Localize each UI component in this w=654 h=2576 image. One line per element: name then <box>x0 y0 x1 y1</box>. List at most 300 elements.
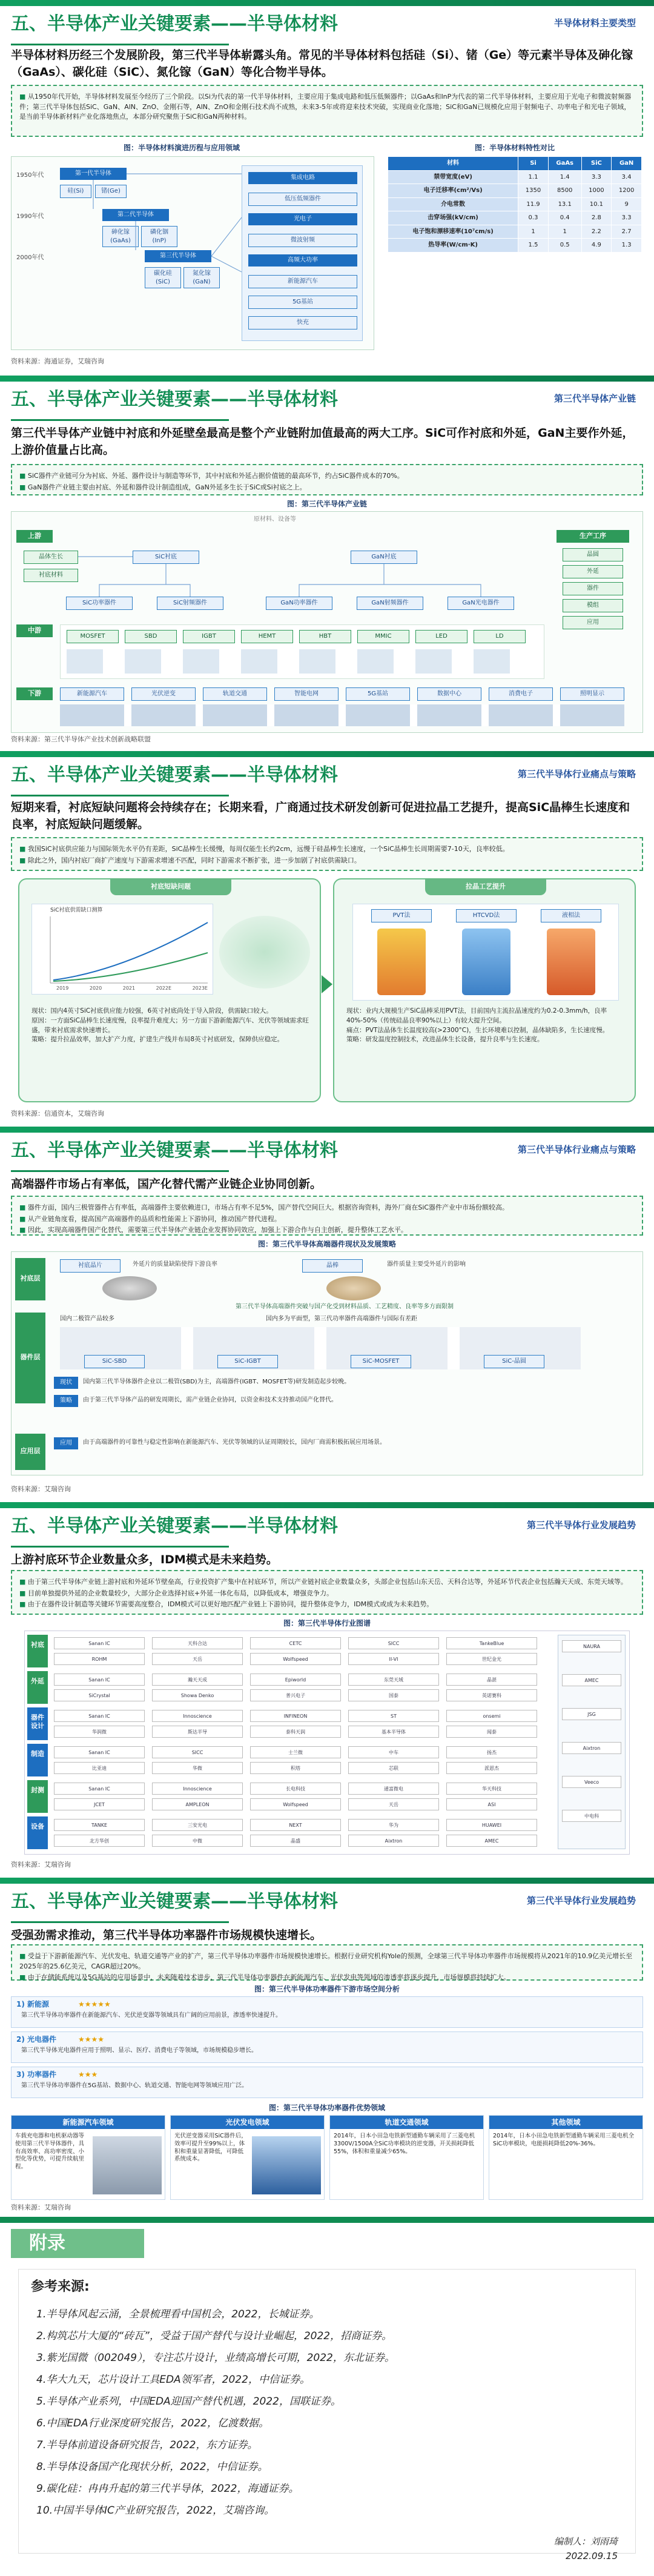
bullet: ■ 受益于下游新能源汽车、光伏发电、轨道交通等产业的扩产，第三代半导体功率器件市场规模快速增长。根据行业研究机构Yole的预测，全球第三代半导体功率器件市场规模将从2021年的10.9亿美元增长至2025年的25.6亿美元，CAGR超过20%。 <box>19 1952 635 1972</box>
device-category: GaN功率器件 <box>266 597 332 610</box>
wafer-illustration <box>219 916 310 988</box>
text-para: 现状：国内4英寸SiC衬底供应能力较强，6英寸衬底尚处于导入阶段，供需缺口较大。 <box>31 1007 272 1015</box>
table-cell: 1.3 <box>612 239 642 253</box>
application-tile: 5G基站 <box>346 687 410 701</box>
lead-text: 高端器件市场占有率低，国产化替代需产业链企业协同创新。 <box>11 1177 322 1191</box>
table-cell: 禁带宽度(eV) <box>388 170 518 184</box>
row-label: 衬底层 <box>15 1258 45 1300</box>
table-cell: 4.9 <box>581 239 612 253</box>
reference-item: 1.半导体风起云涌，全景梳理看中国机会，2022，长城证券。 <box>36 2308 320 2320</box>
company-logo: onsemi <box>446 1710 537 1722</box>
table-row <box>388 211 642 225</box>
device-type: HBT <box>299 630 351 643</box>
section-trends-landscape <box>0 1502 654 1878</box>
text-para: 策略：研发温度控制技术，改进晶体生长设备，提升良率与生长速度。 <box>346 1036 544 1044</box>
device-label: SiC-IGBT <box>217 1355 278 1368</box>
table-cell: 11.9 <box>518 197 549 211</box>
figure-title: 图：半导体材料演进历程与应用领域 <box>123 144 240 152</box>
title-underline <box>11 1546 229 1548</box>
shortage-panel <box>18 878 321 1102</box>
landscape-row-label: 器件设计 <box>27 1707 48 1740</box>
device-type: MMIC <box>357 630 409 643</box>
device-type: SBD <box>125 630 177 643</box>
company-logo: Sanan IC <box>54 1710 145 1722</box>
arrow-icon <box>322 975 332 993</box>
reference-item: 9.碳化硅：冉冉升起的第三代半导体，2022，海通证券。 <box>36 2483 299 2495</box>
table-cell: 1000 <box>581 184 612 198</box>
company-logo: 晶湛 <box>446 1674 537 1686</box>
section-trends-market <box>0 1878 654 2217</box>
htcvd-furnace <box>462 929 510 995</box>
company-logo: CETC <box>250 1637 341 1649</box>
section-header <box>0 1502 654 1558</box>
reference-item: 6.中国EDA行业深度研究报告，2022，亿渡数据。 <box>36 2417 269 2429</box>
stage-label: 上游 <box>16 530 53 543</box>
source-note: 资料来源：艾瑞咨询 <box>11 2204 71 2211</box>
process-step: 模组 <box>563 599 623 612</box>
lead-text: 短期来看，衬底短缺问题将会持续存在；长期来看，广商通过技术研发创新可促进拉晶工艺提升，提高SiC晶棒生长速度和良率，衬底短缺问题缓解。 <box>11 801 630 831</box>
company-logo: 天岳 <box>152 1653 243 1665</box>
company-logo: 芯联 <box>348 1762 439 1774</box>
title-underline <box>11 44 229 45</box>
section-tag: 半导体材料主要类型 <box>553 18 636 28</box>
company-logo: AMEC <box>446 1835 537 1847</box>
gap-curves <box>32 904 214 995</box>
device-label: SiC-SBD <box>84 1355 145 1368</box>
era-node: 第一代半导体 <box>60 168 127 180</box>
bullet: ■ 除此之外，国内衬底厂商扩产速度与下游需求增速不匹配，同时下游需求不断扩张，进一步加剧了衬底供需缺口。 <box>19 856 635 866</box>
table-cell: 13.1 <box>548 197 581 211</box>
appendix-title: 附录 <box>11 2229 144 2258</box>
bullet: ■ 由于第三代半导体产业链上游衬底和外延环节壁垒高，行业投资扩产集中在衬底环节，所以产业链衬底企业数量众多，头部企业包括山东天岳、天科合达等，外延环节代表企业包括瀚天天成、东莞天域等。 <box>19 1577 635 1588</box>
method-label: 液相法 <box>541 909 601 922</box>
device-top-note: 国内二极管产品较多 <box>60 1316 114 1322</box>
equipment-logo: Veeco <box>562 1776 621 1788</box>
lead-text: 上游衬底环节企业数量众多，IDM模式是未来趋势。 <box>11 1553 278 1566</box>
field-card <box>170 2115 325 2200</box>
bullet: ■ SiC器件产业链可分为衬底、外延、器件设计与制造等环节，其中衬底和外延占据价值链的最高环节，约占SiC器件成本的70%。 <box>19 471 635 482</box>
source-note: 资料来源：海通证券，艾瑞咨询 <box>11 357 104 365</box>
company-logo: 瀚天天成 <box>152 1674 243 1686</box>
source-note: 资料来源：艾瑞咨询 <box>11 1861 71 1869</box>
stage-label: 下游 <box>16 687 53 700</box>
table-row <box>388 170 642 184</box>
upstream-item: 衬底材料 <box>24 569 78 582</box>
app-item: 新能源汽车 <box>248 275 357 288</box>
company-logo: 华润微 <box>54 1726 145 1738</box>
device-label: SiC-MOSFET <box>351 1355 411 1368</box>
company-logo: 扬杰 <box>446 1746 537 1758</box>
company-logo: Sanan IC <box>54 1674 145 1686</box>
figure-title: 图：第三代半导体产业链 <box>286 500 367 508</box>
gap-chart <box>31 904 213 995</box>
field-text: 2014年，日本小田急电铁新型通勤车辆采用三菱电机全SiC功率模块，电能损耗降低20%-36%。 <box>493 2133 635 2147</box>
chain-node: 晶棒 <box>302 1259 363 1273</box>
company-logo: HUAWEI <box>446 1819 537 1831</box>
app-item: 快充 <box>248 316 357 329</box>
lead-text: 半导体材料历经三个发展阶段，第三代半导体崭露头角。常见的半导体材料包括硅（Si）、锗（Ge）等元素半导体及砷化镓（GaAs）、碳化硅（SiC）、氮化镓（GaN）等化合物半导体。 <box>11 48 633 79</box>
table-cell: 击穿场强(kV/cm) <box>388 211 518 225</box>
tier-text: 第三代半导体功率器件在5G基站、数据中心、轨道交通、智能电网等领域应用广泛。 <box>21 2082 248 2089</box>
figure-title: 图：第三代半导体功率器件下游市场空间分析 <box>254 1985 400 1993</box>
chart-title: SiC衬底供需缺口测算 <box>50 907 103 913</box>
panel-title: 拉晶工艺提升 <box>425 878 546 895</box>
property-table <box>388 156 642 253</box>
table-header: GaAs <box>548 157 581 171</box>
upstream-item: 晶体生长 <box>24 551 78 564</box>
bullet-box <box>11 1570 643 1615</box>
year-label: 2023E <box>192 985 208 991</box>
bullet-box <box>11 464 643 495</box>
header-bar <box>0 1878 654 1884</box>
tier-name: 3) 功率器件 <box>16 2070 57 2079</box>
row-label: 应用层 <box>15 1434 45 1470</box>
table-cell: 3.3 <box>612 211 642 225</box>
chain-connectors <box>12 512 644 733</box>
section-industry-chain <box>0 376 654 751</box>
section-tag: 第三代半导体行业痛点与策略 <box>517 1144 636 1155</box>
landscape-row-label: 设备 <box>27 1816 48 1849</box>
strategy-text: 由于第三代半导体产品的研发周期长，需产业链企业协同，以资金和技术支持推动国产化替代。 <box>83 1397 337 1403</box>
table-cell: 0.5 <box>548 239 581 253</box>
author: 编制人：刘雨琦 <box>553 2536 618 2547</box>
company-logo: Aixtron <box>348 1835 439 1847</box>
company-logo: 三安光电 <box>152 1819 243 1831</box>
table-cell: 电子迁移率(cm²/Vs) <box>388 184 518 198</box>
application-tile: 消费电子 <box>489 687 553 701</box>
title-underline <box>11 1170 229 1172</box>
section-header <box>0 1127 654 1182</box>
company-logo: 天岳 <box>348 1798 439 1810</box>
bullet: ■ GaN器件产业链主要由衬底、外延和器件设计制造组成，GaN外延多生长于SiC或Si衬底之上。 <box>19 483 635 493</box>
landscape-row-label: 封测 <box>27 1780 48 1813</box>
table-cell: 2.8 <box>581 211 612 225</box>
figure-title: 图：半导体材料特性对比 <box>474 144 555 152</box>
company-logo: 国泰 <box>348 1689 439 1701</box>
status-label: 现状 <box>54 1377 78 1389</box>
era-node: 第二代半导体 <box>102 209 169 221</box>
company-logo: AMPLEON <box>152 1798 243 1810</box>
company-logo: Wolfspeed <box>250 1798 341 1810</box>
header-bar <box>0 0 654 6</box>
company-logo: 通富微电 <box>348 1783 439 1795</box>
header-bar <box>0 1127 654 1133</box>
industry-landscape <box>24 1631 630 1855</box>
substrate-node: SiC衬底 <box>133 551 199 564</box>
table-cell: 介电常数 <box>388 197 518 211</box>
application-tile: 轨道交通 <box>203 687 267 701</box>
bullet-box <box>11 837 643 871</box>
section-title: 五、半导体产业关键要素——半导体材料 <box>11 764 338 786</box>
reference-item: 7.半导体前道设备研究报告，2022，东方证券。 <box>36 2439 258 2451</box>
app-label: 应用 <box>54 1437 78 1449</box>
company-logo: TANKE <box>54 1819 145 1831</box>
method-label: HTCVD法 <box>456 909 517 922</box>
device-label: SiC-晶圆 <box>484 1355 544 1368</box>
section-tag: 第三代半导体产业链 <box>553 393 636 404</box>
section-title: 五、半导体产业关键要素——半导体材料 <box>11 389 338 410</box>
text-para: 现状：业内大规模生产SiC晶棒采用PVT法，目前国内主流拉晶速度约为0.2-0.3mm/h，良率40%-50%（传统硅晶良率90%以上）有较大提升空间。 <box>346 1007 607 1024</box>
material-node: 硅(Si) <box>60 185 91 198</box>
company-logo: Sanan IC <box>54 1783 145 1795</box>
equipment-logo: 中电科 <box>562 1810 621 1822</box>
bullet-box <box>11 1196 643 1236</box>
equipment-logo: Aixtron <box>562 1742 621 1754</box>
device-type: MOSFET <box>67 630 119 643</box>
tier-text: 第三代半导体功率器件在新能源汽车、光伏逆变器等领域具有广阔的应用前景，渗透率快速提升。 <box>21 2012 282 2019</box>
table-cell: 3.4 <box>612 170 642 184</box>
field-card <box>11 2115 165 2200</box>
table-cell: 1.4 <box>548 170 581 184</box>
year-label: 2020 <box>89 985 102 991</box>
figure-title: 图：第三代半导体功率器件优势领域 <box>268 2104 385 2112</box>
table-row <box>388 239 642 253</box>
process-step: 晶圆 <box>563 548 623 561</box>
landscape-row-label: 外延 <box>27 1671 48 1704</box>
liquid-furnace <box>547 929 595 995</box>
process-step: 器件 <box>563 582 623 595</box>
field-card <box>329 2115 484 2200</box>
field-title: 新能源汽车领域 <box>12 2116 165 2129</box>
bullet: ■ 我国SiC衬底供应能力与国际领先水平仍有差距，SiC晶棒生长缓慢，每周仅能生长约2cm，远慢于硅晶棒生长速度，一个SiC晶棒生长周期需要7-10天，良率较低。 <box>19 844 635 855</box>
panel-title: 衬底短缺问题 <box>110 878 231 895</box>
field-text: 光伏逆变器采用SiC器件后，效率可提升至99%以上，体积和重量显著降低，可降低系统成本。 <box>174 2133 247 2163</box>
tier-name: 1) 新能源 <box>16 2000 50 2008</box>
tier-card <box>11 1996 643 2028</box>
application-tile: 新能源汽车 <box>60 687 124 701</box>
year-axis <box>56 985 208 992</box>
table-row <box>388 225 642 239</box>
field-title: 轨道交通领域 <box>330 2116 483 2129</box>
reference-item: 4.华大九天，芯片设计工具EDA领军者，2022，中信证券。 <box>36 2374 310 2386</box>
lead-text: 第三代半导体产业链中衬底和外延壁垒最高是整个产业链附加值最高的两大工序。SiC可作衬底和外延，GaN主要作外延，上游价值量占比高。 <box>11 426 634 457</box>
bullet: ■ 由于在器件设计制造等关键环节需要高度整合，IDM模式可以更好地匹配产业链上下游协同，提升整体竞争力，IDM模式或成为未来趋势。 <box>19 1600 635 1610</box>
star-rating-icon: ★★★ <box>78 2070 98 2079</box>
app-text: 由于高端器件的可靠性与稳定性影响在新能源汽车、光伏等领域的认证周期较长，国内厂商需积极拓展应用场景。 <box>83 1439 386 1446</box>
device-type: IGBT <box>183 630 235 643</box>
company-logo: 东莞天域 <box>348 1674 439 1686</box>
device-category: GaN光电器件 <box>448 597 514 610</box>
app-item: 5G基站 <box>248 296 357 309</box>
tier-card <box>11 2067 643 2098</box>
company-logo: 基本半导体 <box>348 1726 439 1738</box>
market-tiers <box>11 1996 643 2099</box>
lead-text: 受强劲需求推动，第三代半导体功率器件市场规模快速增长。 <box>11 1929 322 1942</box>
table-header: SiC <box>581 157 612 171</box>
company-logo: 北方华创 <box>54 1835 145 1847</box>
boule-image <box>326 1276 381 1300</box>
material-node: 氮化镓(GaN) <box>183 267 220 288</box>
company-logo: ST <box>348 1710 439 1722</box>
mid-note: 第三代半导体高端器件突破与国产化受到材料品质、工艺精度、良率等多方面限制 <box>236 1303 454 1310</box>
title-underline <box>11 795 229 796</box>
header-bar <box>0 751 654 757</box>
company-logo: 闻泰 <box>446 1726 537 1738</box>
header-bar <box>0 2217 654 2223</box>
device-type: HEMT <box>241 630 293 643</box>
status-text: 国内第三代半导体器件企业以二极管(SBD)为主，高端器件(IGBT、MOSFET等)研发制造起步较晚。 <box>83 1379 351 1385</box>
table-header-row <box>388 157 642 171</box>
field-text: 2014年，日本小田急电铁新型通勤车辆采用了三菱电机3300V/1500A全SiC功率模块的逆变器，开关损耗降低55%，体积和重量减少65%。 <box>334 2133 475 2155</box>
table-header: GaN <box>612 157 642 171</box>
growth-text <box>346 1007 625 1045</box>
pvt-furnace <box>377 929 426 995</box>
company-logo: 中微 <box>152 1835 243 1847</box>
table-cell: 2.2 <box>581 225 612 239</box>
evolution-diagram <box>11 156 374 350</box>
company-logo: 比亚迪 <box>54 1762 145 1774</box>
table-cell: 2.7 <box>612 225 642 239</box>
figure-title: 图：第三代半导体高端器件现状及发展策略 <box>257 1240 396 1248</box>
company-logo: 士兰微 <box>250 1746 341 1758</box>
bullet: ■ 目前单独提供外延的企业数量较少，大部分企业选择衬底+外延一体化布局，以降低成本，增强竞争力。 <box>19 1589 635 1599</box>
field-text: 车载充电器和电机驱动器等使用第三代半导体器件，具有高效率、高功率密度、小型化等优势，可提升续航里程。 <box>15 2133 85 2171</box>
device-category: GaN射频器件 <box>357 597 423 610</box>
bullet-box <box>11 85 643 137</box>
company-logo: Showa Denko <box>152 1689 243 1701</box>
app-item: 低压低频器件 <box>248 193 357 206</box>
application-tile: 照明显示 <box>560 687 624 701</box>
company-logo: 英诺赛科 <box>446 1689 537 1701</box>
source-note: 资料来源：艾瑞咨询 <box>11 1485 71 1493</box>
company-logo: Wolfspeed <box>250 1653 341 1665</box>
star-rating-icon: ★★★★★ <box>78 2000 111 2008</box>
company-logo: INFINEON <box>250 1710 341 1722</box>
company-logo: 华天科技 <box>446 1783 537 1795</box>
company-logo: 积塔 <box>250 1762 341 1774</box>
title-underline <box>11 419 229 421</box>
company-logo: II-VI <box>348 1653 439 1665</box>
company-logo: JCET <box>54 1798 145 1810</box>
section-appendix <box>0 2217 654 2576</box>
table-cell: 热导率(W/cm·K) <box>388 239 518 253</box>
crystal-growth-panel <box>333 878 636 1102</box>
text-para: 策略：提升拉晶效率，加大扩产力度，扩建生产线并布局8英寸衬底研发，保障供应稳定。 <box>31 1036 284 1044</box>
reference-item: 2.构筑芯片大厦的“砖瓦”，受益于国产替代与设计业崛起，2022，招商证券。 <box>36 2330 392 2342</box>
process-title: 生产工序 <box>557 530 629 543</box>
app-item: 集成电路 <box>248 172 357 184</box>
company-logo: 世纪金光 <box>446 1653 537 1665</box>
company-logo: Sanan IC <box>54 1637 145 1649</box>
table-cell: 0.4 <box>548 211 581 225</box>
reference-item: 10.中国半导体IC产业研究报告，2022，艾瑞咨询。 <box>36 2505 275 2517</box>
chain-note: 器件质量主要受外延片的影响 <box>387 1261 466 1268</box>
field-title: 光伏发电领域 <box>171 2116 324 2129</box>
section-tag: 第三代半导体行业痛点与策略 <box>517 769 636 780</box>
company-logo: SICC <box>152 1746 243 1758</box>
header-bar <box>0 1502 654 1508</box>
company-logo: Sanan IC <box>54 1746 145 1758</box>
section-material-types <box>0 0 654 376</box>
section-tag: 第三代半导体行业发展趋势 <box>526 1895 636 1906</box>
strategy-label: 策略 <box>54 1395 78 1407</box>
company-logo: Epiworld <box>250 1674 341 1686</box>
material-node: 碳化硅(SiC) <box>145 267 181 288</box>
device-category: SiC射频器件 <box>157 597 223 610</box>
section-pain-points-substrate <box>0 751 654 1127</box>
bullet: ■ 器件方面，国内三极管器件占有率低，高端器件主要依赖进口，市场占有率不足5%，国产替代空间巨大。根据咨询资料，海外厂商在SiC器件产业中市场份额较高。 <box>19 1203 635 1213</box>
table-row <box>388 197 642 211</box>
device-type: LD <box>474 630 526 643</box>
table-cell: 电子饱和漂移速率(10⁷cm/s) <box>388 225 518 239</box>
bullet-box <box>11 1944 643 1981</box>
company-logo: 晶盛 <box>250 1835 341 1847</box>
section-title: 五、半导体产业关键要素——半导体材料 <box>11 1140 338 1161</box>
tier-name: 2) 光电器件 <box>16 2035 57 2044</box>
reference-item: 3.紫光国微（002049），专注芯片设计，业绩高增长可期，2022，东北证券。 <box>36 2352 395 2364</box>
connector-lines <box>12 157 375 351</box>
shortage-text <box>31 1007 310 1045</box>
section-header <box>0 1878 654 1933</box>
company-logo: SICC <box>348 1637 439 1649</box>
growth-methods <box>352 904 619 1001</box>
app-item: 高频大功率 <box>248 254 357 267</box>
company-logo: TankeBlue <box>446 1637 537 1649</box>
figure-title: 图：第三代半导体行业图谱 <box>283 1619 371 1627</box>
table-cell: 1 <box>518 225 549 239</box>
reference-item: 5.半导体产业系列，中国EDA迎国产替代机遇，2022，国联证券。 <box>36 2396 341 2408</box>
application-tile: 智能电网 <box>274 687 339 701</box>
table-cell: 9 <box>612 197 642 211</box>
era-label: 2000年代 <box>16 254 44 261</box>
equipment-logo: NAURA <box>562 1640 621 1652</box>
era-node: 第三代半导体 <box>145 250 211 262</box>
company-logo: 华为 <box>348 1819 439 1831</box>
app-item: 微波射频 <box>248 234 357 247</box>
method-label: PVT法 <box>371 909 432 922</box>
material-node: 砷化镓(GaAs) <box>102 226 139 247</box>
device-top-note: 国内多为平面型，第三代功率器件高端器件与国际有差距 <box>266 1316 417 1322</box>
stage-label: 中游 <box>16 624 53 637</box>
tier-text: 第三代半导体光电器件应用于照明、显示、医疗、消费电子等领域，市场规模稳步增长。 <box>21 2047 257 2054</box>
table-cell: 8500 <box>548 184 581 198</box>
text-para: 痛点：PVT法晶体生长温度较高(>2300°C)，生长环境难以控制，晶体缺陷多，生长速度慢。 <box>346 1026 609 1034</box>
material-node: 磷化铟(InP) <box>141 226 177 247</box>
device-type: LED <box>415 630 467 643</box>
chain-note: 外延片的质量缺陷使得下游良率 <box>133 1261 217 1268</box>
company-logo: 天科合达 <box>152 1637 243 1649</box>
reference-item: 8.半导体设备国产化现状分析，2022，中信证券。 <box>36 2461 268 2473</box>
year-label: 2019 <box>56 985 69 991</box>
era-label: 1950年代 <box>16 172 44 179</box>
top-note: 原材料、设备等 <box>254 516 296 523</box>
company-logo: 华微 <box>152 1762 243 1774</box>
year-label: 2022E <box>156 985 172 991</box>
references-title: 参考来源: <box>31 2279 90 2294</box>
company-logo: 中车 <box>348 1746 439 1758</box>
advantage-fields <box>11 2115 643 2200</box>
table-cell: 1.5 <box>518 239 549 253</box>
section-header <box>0 376 654 431</box>
source-note: 资料来源：信通资本，艾瑞咨询 <box>11 1110 104 1117</box>
section-pain-points-devices <box>0 1127 654 1502</box>
equipment-logo: AMEC <box>562 1674 621 1686</box>
table-row <box>388 184 642 198</box>
company-logo: 长电科技 <box>250 1783 341 1795</box>
table-header: Si <box>518 157 549 171</box>
process-step: 外延 <box>563 565 623 578</box>
application-tile: 数据中心 <box>417 687 481 701</box>
source-note: 资料来源：第三代半导体产业技术创新战略联盟 <box>11 735 151 743</box>
landscape-row-label: 制造 <box>27 1744 48 1776</box>
company-logo: ASI <box>446 1798 537 1810</box>
year-label: 2021 <box>122 985 136 991</box>
bullet: ■ 因此，实现高端器件国产化替代，需要第三代半导体产业链企业发挥协同效应，加强上下游合作与自主创新，提升整体工艺水平。 <box>19 1225 635 1236</box>
table-header: 材料 <box>388 157 518 171</box>
field-title: 其他领域 <box>489 2116 642 2129</box>
bullet: ■ 由于在储能系统以及5G基站的应用场景中，未来随着技术进步，第三代半导体功率器件在新能源汽车、光伏发电等领域的渗透率将逐步提升，市场规模将持续扩大。 <box>19 1973 635 1983</box>
landscape-row-label: 衬底 <box>27 1635 48 1667</box>
